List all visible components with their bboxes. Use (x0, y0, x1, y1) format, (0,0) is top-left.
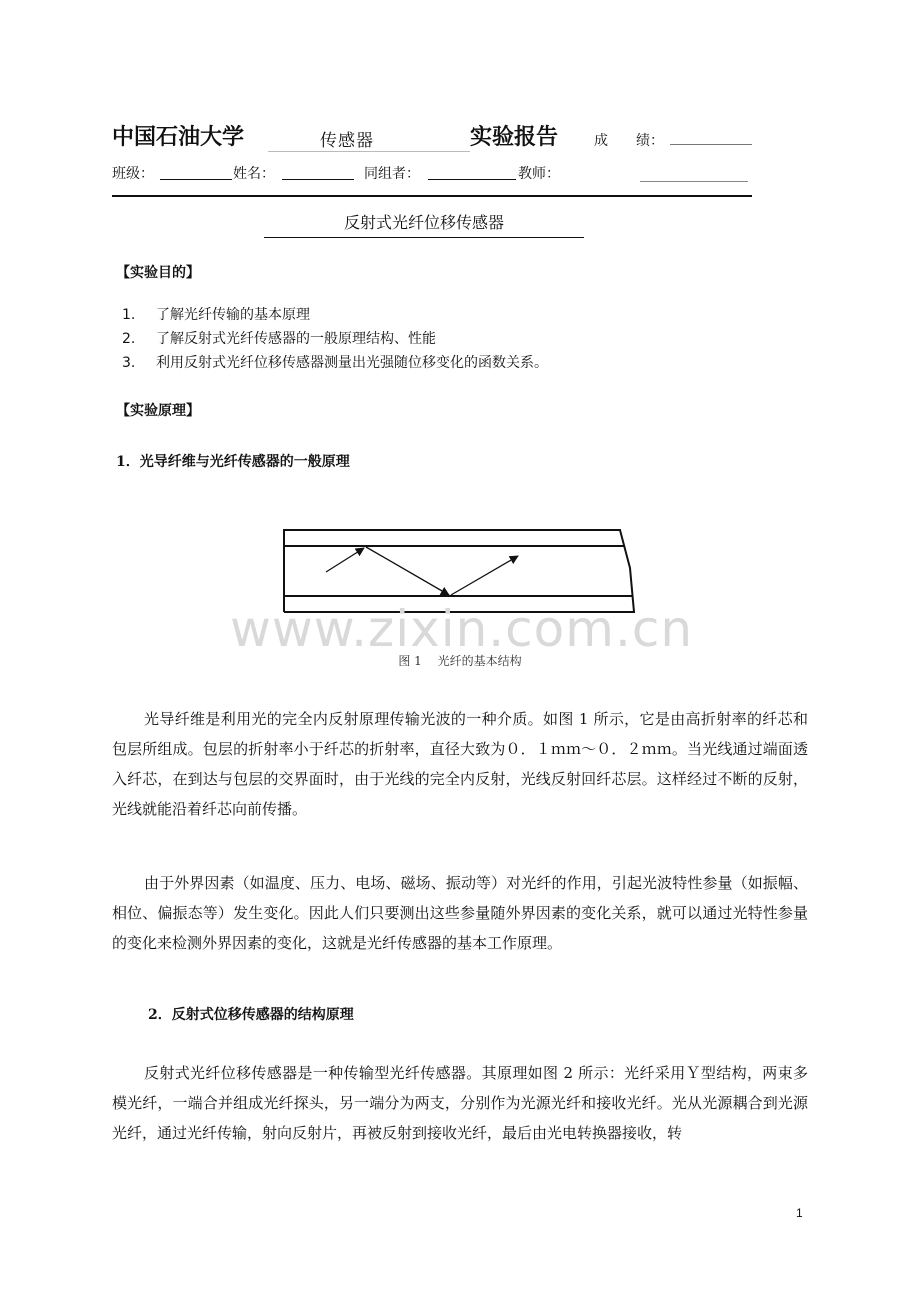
list-number: 2. (122, 331, 136, 347)
list-number: 3. (122, 355, 136, 371)
list-text: 了解反射式光纤传感器的一般原理结构、性能 (156, 331, 436, 347)
paragraph-reflective-sensor: 反射式光纤位移传感器是一种传输型光纤传感器。其原理如图 2 所示：光纤采用Ｙ型结构，两束多模光纤，一端合并组成光纤探头，另一端分为两支，分别作为光源光纤和接收光纤。光从光源耦合到光源光纤，通过光纤传输，射向反射片，再被反射到接收光纤，最后由光电转换器接收，转 (112, 1064, 808, 1142)
header-rule (112, 195, 752, 197)
course-underline (268, 151, 470, 152)
university-name: 中国石油大学 (112, 124, 245, 150)
list-item (116, 327, 548, 351)
class-field[interactable] (160, 179, 232, 180)
section-purpose: 【实验目的】 (116, 265, 200, 281)
teacher-label: 教师： (518, 166, 560, 182)
course-name: 传感器 (320, 131, 374, 151)
subhead-fiber-principle: 1．光导纤维与光纤传感器的一般原理 (116, 454, 350, 470)
light-ray-reflected (366, 547, 449, 595)
paragraph-fiber-intro: 光导纤维是利用光的完全内反射原理传输光波的一种介质。如图 1 所示，它是由高折射率的纤芯和包层所组成。包层的折射率小于纤芯的折射率，直径大致为０．１ｍｍ～０．２ｍｍ。当光线通过端面透入纤芯，在到达与包层的交界面时，由于光线的完全内反射，光线反射回纤芯层。这样经过不断的反射，光线就能沿着纤芯向前传播。 (112, 710, 808, 818)
group-field[interactable] (428, 179, 516, 180)
list-item (116, 351, 548, 375)
light-ray-outgoing (451, 556, 518, 595)
report-label: 实验报告 (470, 124, 559, 150)
name-label: 姓名： (233, 166, 275, 182)
grade-label: 成 绩： (594, 133, 664, 149)
grade-field[interactable] (670, 144, 752, 145)
figure-caption: 图 1 光纤的基本结构 (398, 654, 522, 668)
list-text: 了解光纤传输的基本原理 (156, 307, 310, 323)
teacher-field[interactable] (640, 181, 748, 182)
class-label: 班级： (112, 166, 154, 182)
light-ray-incident (326, 548, 364, 572)
document-title: 反射式光纤位移传感器 (264, 210, 584, 238)
paragraph-sensor-principle: 由于外界因素（如温度、压力、电场、磁场、振动等）对光纤的作用，引起光波特性参量（如振幅、相位、偏振态等）发生变化。因此人们只要测出这些参量随外界因素的变化关系，就可以通过光特性参量的变化来检测外界因素的变化，这就是光纤传感器的基本工作原理。 (112, 874, 808, 952)
group-label: 同组者： (364, 166, 420, 182)
purpose-list (116, 303, 548, 375)
watermark: www.zixin.com.cn (230, 600, 694, 658)
section-principle: 【实验原理】 (116, 403, 200, 419)
name-field[interactable] (282, 179, 354, 180)
page-number: 1 (796, 1206, 803, 1220)
list-item (116, 303, 548, 327)
list-number: 1. (122, 307, 136, 323)
list-text: 利用反射式光纤位移传感器测量出光强随位移变化的函数关系。 (156, 355, 548, 371)
subhead-reflective-sensor: 2．反射式位移传感器的结构原理 (148, 1007, 354, 1023)
